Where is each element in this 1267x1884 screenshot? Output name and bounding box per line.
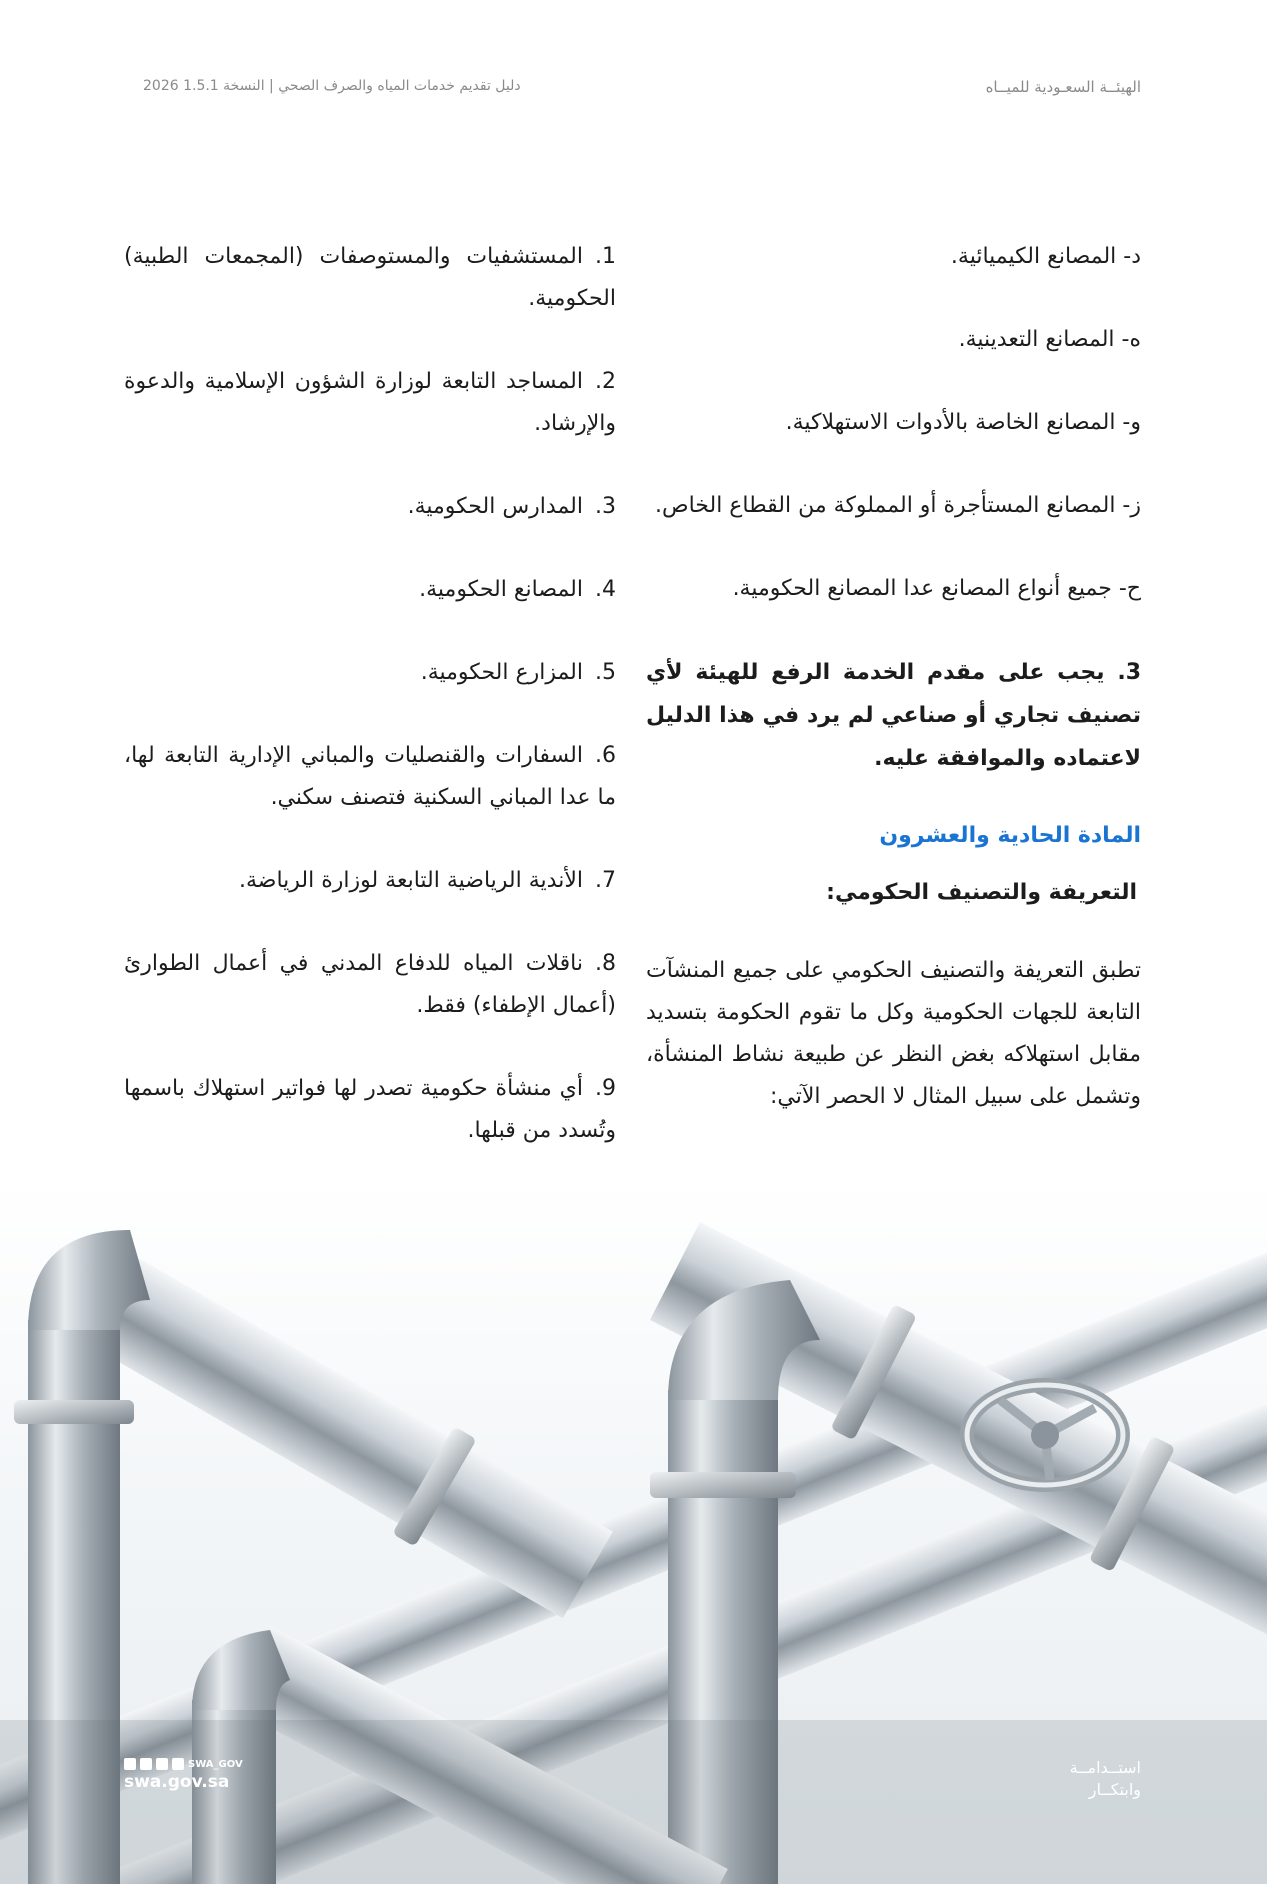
bold-paragraph: 3. يجب على مقدم الخدمة الرفع للهيئة لأي تصنيف تجاري أو صناعي لم يرد في هذا الدليل لاعتماده والموافقة عليه. — [646, 660, 1141, 771]
item-text: أي منشأة حكومية تصدر لها فواتير استهلاك باسمها وتُسدد من قبلها. — [124, 1076, 616, 1143]
item-number: 8. — [595, 951, 616, 976]
numbered-item — [124, 652, 616, 694]
social-handle[interactable]: SWA_GOV — [188, 1758, 243, 1770]
list-item: ح- جميع أنواع المصانع عدا المصانع الحكومية. — [732, 576, 1141, 601]
x-icon[interactable] — [124, 1758, 136, 1770]
numbered-item — [124, 735, 616, 819]
footer-slogan — [1070, 1757, 1141, 1801]
document-title: دليل تقديم خدمات المياه والصرف الصحي | النسخة 1.5.1 2026 — [143, 78, 521, 94]
list-item: ه- المصانع التعدينية. — [958, 327, 1141, 352]
item-text: المساجد التابعة لوزارة الشؤون الإسلامية والدعوة والإرشاد. — [124, 369, 616, 436]
list-item: د- المصانع الكيميائية. — [950, 244, 1141, 269]
item-number: 3. — [595, 494, 616, 519]
numbered-item — [124, 486, 616, 528]
list-item: و- المصانع الخاصة بالأدوات الاستهلاكية. — [785, 410, 1141, 435]
numbered-item — [124, 943, 616, 1027]
item-number: 2. — [595, 369, 616, 394]
numbered-item — [124, 569, 616, 611]
numbered-item — [124, 361, 616, 445]
footer-social — [124, 1758, 243, 1792]
list-item: ز- المصانع المستأجرة أو المملوكة من القطاع الخاص. — [655, 493, 1141, 518]
social-handle-row — [124, 1758, 243, 1770]
slogan-line: استــدامــة — [1069, 1758, 1141, 1777]
item-text: الأندية الرياضية التابعة لوزارة الرياضة. — [238, 868, 583, 893]
item-number: 9. — [595, 1076, 616, 1101]
linkedin-icon[interactable] — [156, 1758, 168, 1770]
item-text: المزارع الحكومية. — [420, 660, 583, 685]
article-title: المادة الحادية والعشرون — [879, 823, 1141, 848]
item-number: 4. — [595, 577, 616, 602]
instagram-icon[interactable] — [140, 1758, 152, 1770]
right-column — [646, 236, 1141, 1118]
item-number: 6. — [595, 743, 616, 768]
youtube-icon[interactable] — [172, 1758, 184, 1770]
left-column — [124, 236, 616, 1193]
section-subheading: التعريفة والتصنيف الحكومي: — [826, 880, 1137, 905]
item-text: ناقلات المياه للدفاع المدني في أعمال الطوارئ (أعمال الإطفاء) فقط. — [124, 951, 616, 1018]
item-text: السفارات والقنصليات والمباني الإدارية التابعة لها، ما عدا المباني السكنية فتصنف سكني. — [124, 743, 616, 810]
item-number: 5. — [595, 660, 616, 685]
item-number: 7. — [595, 868, 616, 893]
organization-name: الهيئــة السعـودية للميــاه — [985, 78, 1141, 96]
body-paragraph: تطبق التعريفة والتصنيف الحكومي على جميع المنشآت التابعة للجهات الحكومية وكل ما تقوم الحكومة بتسديد مقابل استهلاكه بغض النظر عن طبيعة نشاط المنشأة، وتشمل على سبيل المثال لا الحصر الآتي: — [646, 958, 1141, 1109]
numbered-item — [124, 1068, 616, 1152]
page-header — [143, 78, 1141, 102]
slogan-line: وابتكــار — [1088, 1780, 1141, 1799]
item-number: 1. — [595, 244, 616, 269]
item-text: المصانع الحكومية. — [419, 577, 583, 602]
item-text: المدارس الحكومية. — [407, 494, 583, 519]
numbered-item — [124, 236, 616, 320]
item-text: المستشفيات والمستوصفات (المجمعات الطبية) الحكومية. — [124, 244, 616, 311]
numbered-item — [124, 860, 616, 902]
website-link[interactable]: swa.gov.sa — [124, 1772, 230, 1792]
